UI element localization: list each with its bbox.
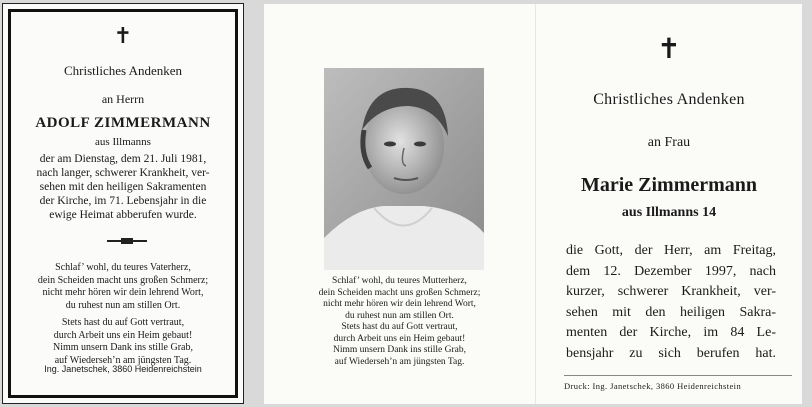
- printer-imprint: Ing. Janetschek, 3860 Heidenreichstein: [44, 364, 202, 374]
- deceased-name: Marie Zimmermann: [580, 174, 758, 196]
- memorial-card-marie: [264, 4, 802, 404]
- text-line: kurzer, schwerer Krankheit, ver-: [566, 284, 776, 299]
- black-frame: [8, 9, 238, 398]
- poem-line: du ruhest nun am stillen Ort.: [345, 310, 454, 321]
- poem-line: Stets hast du auf Gott vertraut,: [61, 317, 185, 328]
- text-line: nach langer, schwerer Krankheit, ver-: [36, 167, 210, 179]
- text-line: der Kirche, im 71. Lebensjahr in die: [39, 195, 207, 207]
- death-notice: [566, 241, 776, 364]
- right-panel: [536, 4, 802, 404]
- deceased-name: ADOLF ZIMMERMANN: [35, 115, 211, 131]
- portrait-photo: [324, 68, 484, 270]
- memorial-card-adolf: [2, 3, 244, 404]
- poem-line: Nimm unsern Dank ins stille Grab,: [53, 342, 193, 353]
- poem-line: nicht mehr hören wir dein lehrend Wort,: [42, 287, 204, 298]
- poem: [15, 262, 231, 367]
- poem-line: Schlaf’ wohl, du teures Mutterherz,: [332, 276, 467, 286]
- poem-line: dein Scheiden macht uns großen Schmerz;: [318, 287, 481, 298]
- text-line: ewige Heimat abberufen wurde.: [49, 209, 197, 221]
- poem-line: Nimm unsern Dank ins stille Grab,: [333, 345, 466, 355]
- poem-line: du ruhest nun am stillen Ort.: [65, 299, 181, 311]
- poem-line: dein Scheiden macht uns großen Schmerz;: [37, 274, 209, 286]
- text-line: sehen mit den heiligen Sakra-: [566, 304, 776, 320]
- origin: aus Illmanns: [95, 136, 151, 148]
- poem-line: durch Arbeit uns ein Heim gebaut!: [53, 329, 193, 341]
- text-line: sehen mit den heiligen Sakramenten: [39, 181, 207, 193]
- poem-line: nicht mehr hören wir dein lehrend Wort,: [323, 299, 476, 309]
- heading: Christliches Andenken: [63, 63, 183, 78]
- cross-icon: ✝: [657, 32, 681, 65]
- text-line: bensjahr zu sich berufen hat.: [566, 345, 776, 361]
- cross-icon: ✝: [113, 24, 133, 49]
- origin: aus Illmanns 14: [621, 205, 717, 220]
- poem-line: auf Wiederseh’n am jüngsten Tag.: [54, 354, 192, 366]
- heading: Christliches Andenken: [593, 91, 745, 108]
- divider: [564, 375, 792, 376]
- addressee-label: an Frau: [647, 135, 691, 150]
- poem-line: Stets hast du auf Gott vertraut,: [341, 322, 458, 332]
- printer-imprint: Druck: Ing. Janetschek, 3860 Heidenreichstein: [564, 381, 742, 391]
- poem-line: Schlaf’ wohl, du teures Vaterherz,: [55, 262, 191, 273]
- poem-line: auf Wiederseh’n am jüngsten Tag.: [334, 356, 465, 367]
- ornament-divider: [121, 238, 133, 244]
- text-line: die Gott, der Herr, am Freitag,: [566, 243, 776, 258]
- poem: [264, 276, 535, 368]
- addressee-label: an Herrn: [101, 92, 145, 106]
- death-notice: [21, 152, 225, 222]
- portrait-photo-image: [324, 68, 484, 270]
- poem-line: durch Arbeit uns ein Heim gebaut!: [333, 333, 466, 344]
- text-line: der am Dienstag, dem 21. Juli 1981,: [39, 153, 207, 165]
- text-line: dem 12. Dezember 1997, nach: [566, 263, 776, 279]
- text-line: menten der Kirche, im 84 Le-: [566, 325, 776, 340]
